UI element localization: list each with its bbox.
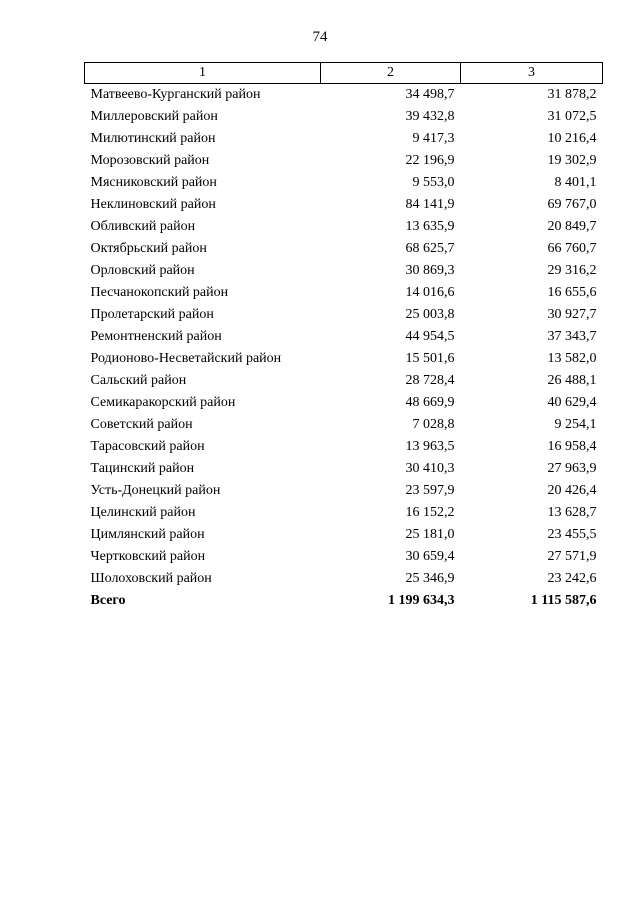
column-3-value-cell: 9 254,1 bbox=[554, 417, 597, 432]
column-2-value-cell: 25 346,9 bbox=[405, 571, 455, 586]
column-3-value-cell: 10 216,4 bbox=[547, 131, 597, 146]
district-name-cell: Родионово-Несветайский район bbox=[90, 351, 282, 366]
column-2-value-cell: 9 417,3 bbox=[412, 131, 455, 146]
district-name-cell: Усть-Донецкий район bbox=[90, 483, 221, 498]
table-row bbox=[85, 150, 603, 172]
table-row bbox=[85, 260, 603, 282]
table-row bbox=[85, 524, 603, 546]
district-name-cell: Цимлянский район bbox=[90, 527, 205, 542]
column-2-value-cell: 48 669,9 bbox=[405, 395, 455, 410]
district-name-cell: Пролетарский район bbox=[90, 307, 214, 322]
district-name-cell: Матвеево-Курганский район bbox=[90, 87, 261, 102]
table-row bbox=[85, 436, 603, 458]
table-row bbox=[85, 194, 603, 216]
district-name-cell: Советский район bbox=[90, 417, 193, 432]
total-row bbox=[85, 590, 603, 612]
table-row bbox=[85, 546, 603, 568]
table-row bbox=[85, 458, 603, 480]
column-3-value-cell: 66 760,7 bbox=[547, 241, 597, 256]
district-name-cell: Морозовский район bbox=[90, 153, 210, 168]
column-3-value-cell: 19 302,9 bbox=[547, 153, 597, 168]
column-3-value-cell: 20 849,7 bbox=[547, 219, 597, 234]
column-3-value-cell: 27 571,9 bbox=[547, 549, 597, 564]
district-name-cell: Неклиновский район bbox=[90, 197, 216, 212]
column-2-value-cell: 30 410,3 bbox=[405, 461, 455, 476]
column-3-value-cell: 40 629,4 bbox=[547, 395, 597, 410]
column-3-value-cell: 29 316,2 bbox=[547, 263, 597, 278]
column-2-value-cell: 13 635,9 bbox=[405, 219, 455, 234]
column-2-value-cell: 30 659,4 bbox=[405, 549, 455, 564]
column-2-value-cell: 13 963,5 bbox=[405, 439, 455, 454]
column-2-value-cell: 25 003,8 bbox=[405, 307, 455, 322]
column-2-value-cell: 28 728,4 bbox=[405, 373, 455, 388]
table-row bbox=[85, 348, 603, 370]
column-3-value-cell: 16 958,4 bbox=[547, 439, 597, 454]
total-label-cell: Всего bbox=[90, 593, 126, 608]
district-name-cell: Чертковский район bbox=[90, 549, 206, 564]
district-name-cell: Песчанокопский район bbox=[90, 285, 229, 300]
column-2-value-cell: 9 553,0 bbox=[412, 175, 455, 190]
table-body bbox=[85, 84, 603, 613]
column-3-value-cell: 16 655,6 bbox=[547, 285, 597, 300]
district-name-cell: Ремонтненский район bbox=[90, 329, 222, 344]
column-2-value-cell: 34 498,7 bbox=[405, 87, 455, 102]
district-name-cell: Семикаракорский район bbox=[90, 395, 236, 410]
column-2-value-cell: 25 181,0 bbox=[405, 527, 455, 542]
total-column-2-cell: 1 199 634,3 bbox=[388, 593, 455, 608]
table-row bbox=[85, 480, 603, 502]
district-name-cell: Миллеровский район bbox=[90, 109, 218, 124]
table-row bbox=[85, 172, 603, 194]
table-row bbox=[85, 414, 603, 436]
column-2-value-cell: 7 028,8 bbox=[412, 417, 455, 432]
column-2-value-cell: 84 141,9 bbox=[405, 197, 455, 212]
district-name-cell: Октябрьский район bbox=[90, 241, 207, 256]
table-row bbox=[85, 304, 603, 326]
column-2-value-cell: 22 196,9 bbox=[405, 153, 455, 168]
column-3-value-cell: 37 343,7 bbox=[547, 329, 597, 344]
district-name-cell: Мясниковский район bbox=[90, 175, 217, 190]
column-header-3: 3 bbox=[461, 63, 603, 84]
table-row bbox=[85, 568, 603, 590]
table-row bbox=[85, 216, 603, 238]
column-header-1: 1 bbox=[85, 63, 321, 84]
column-2-value-cell: 30 869,3 bbox=[405, 263, 455, 278]
column-3-value-cell: 31 878,2 bbox=[547, 87, 597, 102]
column-3-value-cell: 26 488,1 bbox=[547, 373, 597, 388]
column-2-value-cell: 68 625,7 bbox=[405, 241, 455, 256]
column-2-value-cell: 16 152,2 bbox=[405, 505, 455, 520]
header-row bbox=[85, 63, 603, 84]
column-2-value-cell: 44 954,5 bbox=[405, 329, 455, 344]
column-2-value-cell: 23 597,9 bbox=[405, 483, 455, 498]
table-row bbox=[85, 392, 603, 414]
total-column-3-cell: 1 115 587,6 bbox=[530, 593, 597, 608]
table-row bbox=[85, 502, 603, 524]
column-3-value-cell: 20 426,4 bbox=[547, 483, 597, 498]
page-number: 74 bbox=[312, 29, 328, 45]
table-row bbox=[85, 370, 603, 392]
column-3-value-cell: 13 628,7 bbox=[547, 505, 597, 520]
column-header-2: 2 bbox=[321, 63, 461, 84]
district-name-cell: Тарасовский район bbox=[90, 439, 205, 454]
column-3-value-cell: 23 455,5 bbox=[547, 527, 597, 542]
column-2-value-cell: 14 016,6 bbox=[405, 285, 455, 300]
district-name-cell: Милютинский район bbox=[90, 131, 216, 146]
district-name-cell: Обливский район bbox=[90, 219, 196, 234]
district-name-cell: Тацинский район bbox=[90, 461, 195, 476]
data-table bbox=[84, 62, 603, 612]
district-name-cell: Сальский район bbox=[90, 373, 187, 388]
table-row bbox=[85, 326, 603, 348]
table-row bbox=[85, 128, 603, 150]
table-row bbox=[85, 238, 603, 260]
column-3-value-cell: 8 401,1 bbox=[554, 175, 597, 190]
district-name-cell: Шолоховский район bbox=[90, 571, 212, 586]
column-3-value-cell: 30 927,7 bbox=[547, 307, 597, 322]
column-3-value-cell: 69 767,0 bbox=[547, 197, 597, 212]
table-row bbox=[85, 106, 603, 128]
table-header bbox=[85, 63, 603, 84]
district-name-cell: Орловский район bbox=[90, 263, 195, 278]
table-row bbox=[85, 84, 603, 107]
data-table-container bbox=[84, 62, 602, 612]
column-2-value-cell: 15 501,6 bbox=[405, 351, 455, 366]
column-3-value-cell: 23 242,6 bbox=[547, 571, 597, 586]
column-3-value-cell: 27 963,9 bbox=[547, 461, 597, 476]
district-name-cell: Целинский район bbox=[90, 505, 196, 520]
column-3-value-cell: 13 582,0 bbox=[547, 351, 597, 366]
column-3-value-cell: 31 072,5 bbox=[547, 109, 597, 124]
table-row bbox=[85, 282, 603, 304]
column-2-value-cell: 39 432,8 bbox=[405, 109, 455, 124]
